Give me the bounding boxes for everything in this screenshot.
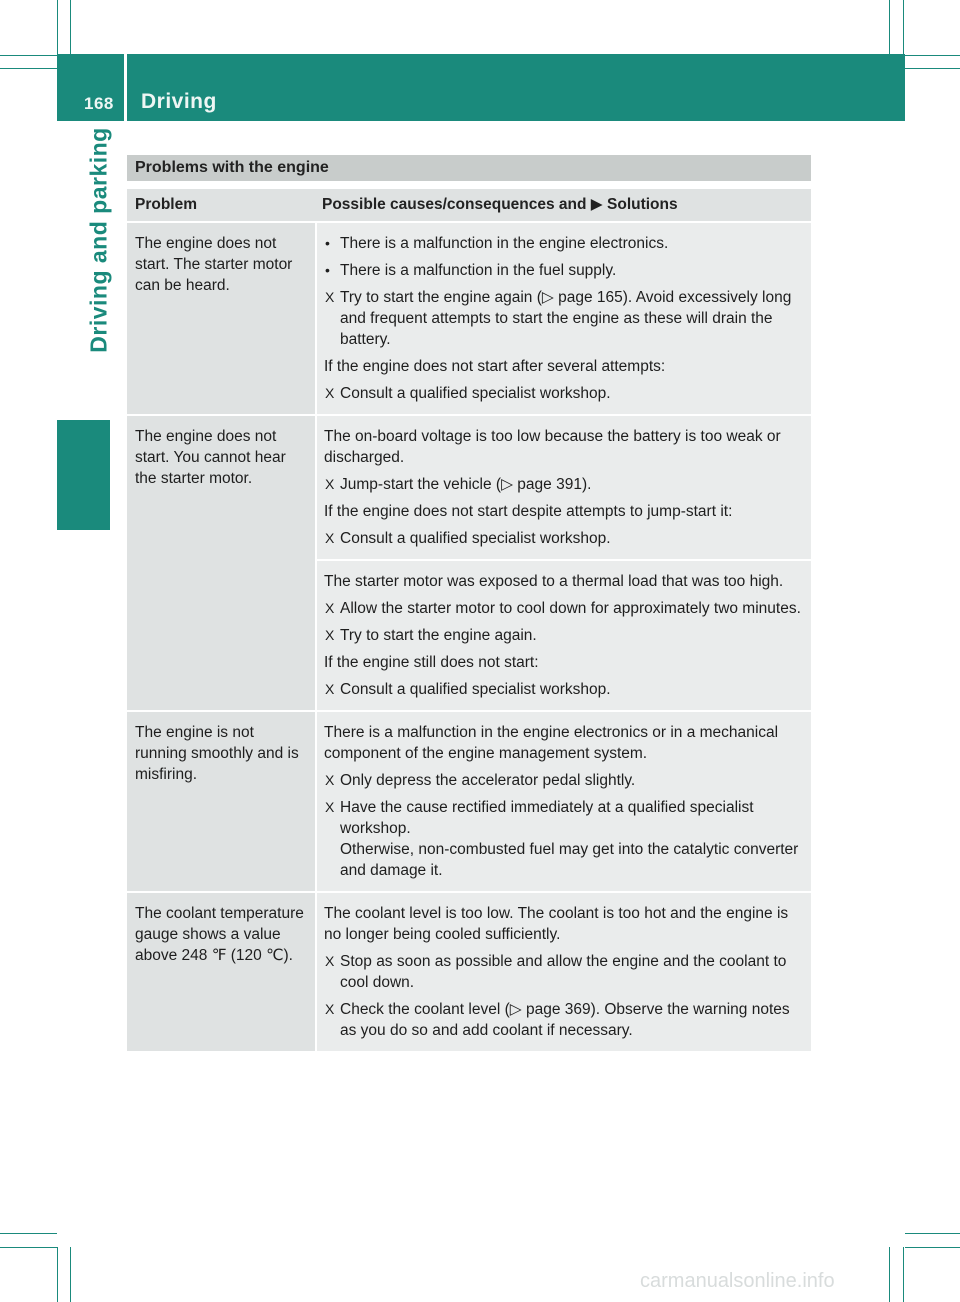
action-arrow-icon: X <box>325 600 335 616</box>
paragraph: If the engine does not start despite attempts to jump-start it: <box>324 503 733 520</box>
solution-cell <box>317 561 811 710</box>
item-text: Consult a qualified specialist workshop. <box>340 681 611 698</box>
solution-cell <box>317 712 811 891</box>
action-arrow-icon: X <box>325 1001 335 1017</box>
problems-table <box>127 155 811 1051</box>
section-title: Driving <box>141 90 217 113</box>
paragraph: If the engine does not start after several attempts: <box>324 358 666 375</box>
column-header-problem: Problem <box>135 196 198 213</box>
action-step <box>324 383 804 404</box>
action-arrow-icon: X <box>325 681 335 697</box>
action-arrow-icon: X <box>325 953 335 969</box>
action-step <box>324 528 804 549</box>
paragraph: The starter motor was exposed to a thermal load that was too high. <box>324 573 784 590</box>
action-arrow-icon: X <box>325 530 335 546</box>
side-tab-label: Driving and parking <box>85 127 112 353</box>
table-row <box>127 893 811 1051</box>
item-text: Jump-start the vehicle (▷ page 391). <box>340 476 592 493</box>
solutions-column <box>317 416 811 710</box>
header-divider <box>124 54 127 121</box>
cause-bullet <box>324 233 804 254</box>
action-step <box>324 625 804 646</box>
column-header-solutions: Possible causes/consequences and ▶ Solutions <box>322 196 678 213</box>
action-step <box>324 999 804 1041</box>
solutions-column <box>317 893 811 1051</box>
action-step <box>324 770 804 791</box>
paragraph: If the engine still does not start: <box>324 654 539 671</box>
crop-mark <box>70 0 71 55</box>
crop-mark <box>889 0 890 55</box>
action-arrow-icon: X <box>325 476 335 492</box>
crop-mark <box>0 1233 57 1234</box>
item-text: Have the cause rectified immediately at a qualified specialist workshop. Otherwise, non-combusted fuel may get into the catalytic converter and damage it. <box>340 799 799 879</box>
solutions-column <box>317 223 811 414</box>
problem-cell: The engine does not start. The starter motor can be heard. <box>127 223 315 414</box>
action-step <box>324 679 804 700</box>
item-text: Only depress the accelerator pedal slightly. <box>340 772 636 789</box>
page-number: 168 <box>84 94 114 113</box>
crop-mark <box>905 1247 960 1248</box>
item-text: Try to start the engine again. <box>340 627 537 644</box>
solution-cell <box>317 223 811 414</box>
action-arrow-icon: X <box>325 799 335 815</box>
item-text: Consult a qualified specialist workshop. <box>340 530 611 547</box>
table-row <box>127 712 811 891</box>
action-step <box>324 598 804 619</box>
crop-mark <box>905 1233 960 1234</box>
action-arrow-icon: X <box>325 772 335 788</box>
crop-mark <box>903 1247 904 1302</box>
cause-bullet <box>324 260 804 281</box>
solution-cell <box>317 416 811 559</box>
action-step <box>324 951 804 993</box>
watermark: carmanualsonline.info <box>640 1270 835 1292</box>
solutions-column <box>317 712 811 891</box>
crop-mark <box>905 68 960 69</box>
table-header <box>127 189 811 221</box>
crop-mark <box>889 1247 890 1302</box>
item-text: Check the coolant level (▷ page 369). Observe the warning notes as you do so and add coolant if necessary. <box>340 1001 790 1039</box>
crop-mark <box>70 1247 71 1302</box>
table-row <box>127 223 811 414</box>
paragraph: There is a malfunction in the engine electronics or in a mechanical component of the engine management system. <box>324 724 779 762</box>
action-step <box>324 474 804 495</box>
action-arrow-icon: X <box>325 385 335 401</box>
paragraph: The coolant level is too low. The coolant is too hot and the engine is no longer being cooled sufficiently. <box>324 905 789 943</box>
item-text: There is a malfunction in the engine electronics. <box>340 235 669 252</box>
crop-mark <box>0 68 57 69</box>
crop-mark <box>57 0 58 55</box>
problem-cell: The coolant temperature gauge shows a value above 248 ℉ (120 ℃). <box>127 893 315 1051</box>
item-text: There is a malfunction in the fuel supply. <box>340 262 617 279</box>
problem-cell: The engine is not running smoothly and is misfiring. <box>127 712 315 891</box>
item-text: Stop as soon as possible and allow the engine and the coolant to cool down. <box>340 953 787 991</box>
crop-mark <box>57 1247 58 1302</box>
action-arrow-icon: X <box>325 627 335 643</box>
table-row <box>127 416 811 710</box>
bullet-icon: • <box>325 262 330 278</box>
action-arrow-icon: X <box>325 289 335 305</box>
crop-mark <box>905 55 960 56</box>
action-step <box>324 287 804 350</box>
table-title: Problems with the engine <box>127 155 811 181</box>
paragraph: The on-board voltage is too low because the battery is too weak or discharged. <box>324 428 781 466</box>
crop-mark <box>0 1247 57 1248</box>
item-text: Allow the starter motor to cool down for approximately two minutes. <box>340 600 801 617</box>
item-text: Consult a qualified specialist workshop. <box>340 385 611 402</box>
action-step <box>324 797 804 881</box>
crop-mark <box>903 0 904 55</box>
table-body <box>127 223 811 1051</box>
solution-cell <box>317 893 811 1051</box>
problem-cell: The engine does not start. You cannot hear the starter motor. <box>127 416 315 710</box>
crop-mark <box>0 55 57 56</box>
bullet-icon: • <box>325 235 330 251</box>
item-text: Try to start the engine again (▷ page 165). Avoid excessively long and frequent attempts to start the engine as these will drain the battery. <box>340 289 792 348</box>
side-tab <box>84 60 114 420</box>
side-tab-block <box>57 420 110 530</box>
